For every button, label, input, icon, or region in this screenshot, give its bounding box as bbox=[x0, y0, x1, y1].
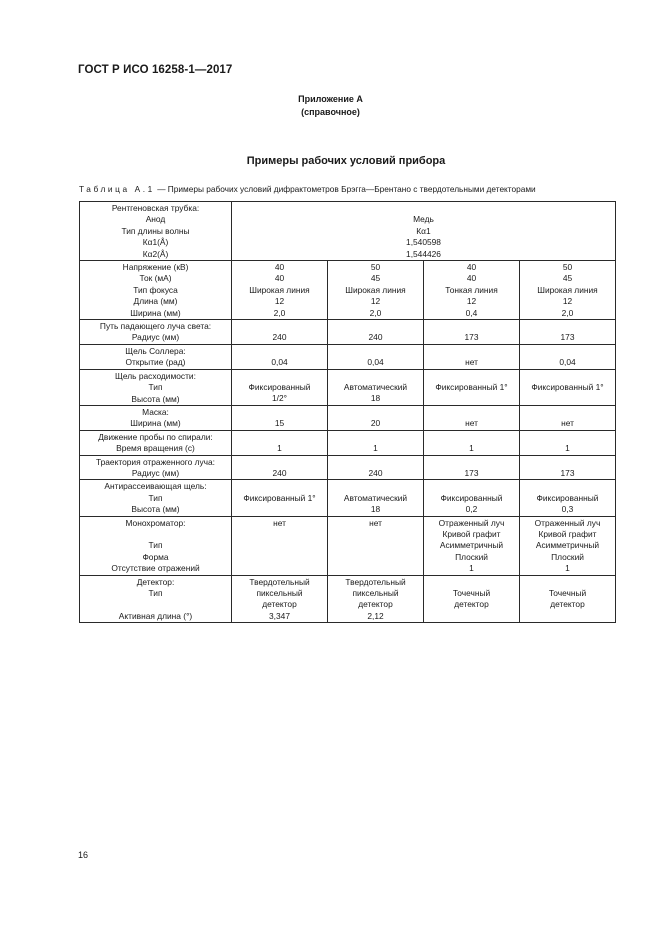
value-cell bbox=[232, 455, 328, 480]
cell-line bbox=[82, 599, 229, 610]
cell-line: 2,0 bbox=[561, 307, 574, 318]
cell-line: Твердотельный bbox=[249, 576, 310, 587]
cell-line: нет bbox=[369, 517, 382, 528]
cell-line: Тип фокуса bbox=[133, 284, 178, 295]
cell-line bbox=[234, 481, 325, 492]
cell-line: Фиксированный 1° bbox=[435, 382, 508, 393]
table-caption-prefix: Таблица А.1 bbox=[79, 184, 155, 194]
cell-line: Плоский bbox=[551, 551, 584, 562]
cell-line: 40 bbox=[274, 273, 285, 284]
cell-line bbox=[522, 481, 613, 492]
value-cell bbox=[232, 480, 328, 516]
cell-line bbox=[426, 432, 517, 443]
cell-line: Активная длина (°) bbox=[118, 610, 193, 621]
value-cell bbox=[424, 369, 520, 405]
cell-line bbox=[234, 407, 325, 418]
cell-line bbox=[426, 407, 517, 418]
cell-line: 18 bbox=[370, 504, 381, 515]
cell-line bbox=[234, 504, 325, 515]
value-cell bbox=[520, 575, 616, 623]
value-cell bbox=[328, 516, 424, 575]
row-label-cell bbox=[80, 430, 232, 455]
page-number: 16 bbox=[78, 850, 89, 860]
cell-line: Кα2(Å) bbox=[142, 248, 169, 259]
cell-line: Высота (мм) bbox=[131, 393, 180, 404]
value-cell bbox=[328, 369, 424, 405]
cell-line: Радиус (мм) bbox=[131, 467, 180, 478]
document-id: ГОСТ Р ИСО 16258-1—2017 bbox=[78, 64, 233, 76]
row-label-cell bbox=[80, 344, 232, 369]
value-cell bbox=[520, 369, 616, 405]
conditions-table bbox=[79, 201, 616, 623]
cell-line: детектор bbox=[454, 599, 489, 610]
cell-line: Асимметричный bbox=[535, 540, 600, 551]
cell-line: Фиксированный 1° bbox=[531, 382, 604, 393]
cell-line: 1 bbox=[277, 443, 282, 454]
cell-line: 0,2 bbox=[465, 504, 478, 515]
cell-line: 45 bbox=[370, 273, 381, 284]
row-label-cell bbox=[80, 405, 232, 430]
cell-line: 2,12 bbox=[367, 610, 384, 621]
cell-line: 12 bbox=[562, 296, 573, 307]
cell-line: нет bbox=[465, 357, 478, 368]
cell-line: Фиксированный bbox=[248, 382, 311, 393]
value-cell bbox=[520, 320, 616, 345]
cell-line bbox=[234, 552, 325, 563]
value-cell bbox=[520, 261, 616, 320]
table-caption bbox=[79, 184, 536, 194]
value-cell bbox=[328, 261, 424, 320]
cell-line: 0,04 bbox=[559, 357, 576, 368]
cell-line: Путь падающего луча света: bbox=[99, 321, 212, 332]
cell-line: Автоматический bbox=[343, 492, 408, 503]
row-label-cell bbox=[80, 202, 232, 261]
cell-line: Тип длины волны bbox=[121, 225, 190, 236]
row-label-cell bbox=[80, 320, 232, 345]
table-row bbox=[80, 369, 616, 405]
cell-line: Высота (мм) bbox=[131, 504, 180, 515]
cell-line: 0,3 bbox=[561, 504, 574, 515]
cell-line: детектор bbox=[262, 599, 297, 610]
cell-line: Детектор: bbox=[136, 576, 175, 587]
cell-line: Ток (мА) bbox=[139, 273, 172, 284]
cell-line bbox=[426, 457, 517, 468]
cell-line: 1 bbox=[373, 443, 378, 454]
cell-line: Медь bbox=[413, 214, 434, 225]
cell-line: 0,04 bbox=[271, 357, 288, 368]
cell-line: Движение пробы по спирали: bbox=[98, 431, 213, 442]
value-cell bbox=[232, 516, 328, 575]
cell-line: Отсутствие отражений bbox=[111, 563, 200, 574]
table-row bbox=[80, 344, 616, 369]
cell-line bbox=[522, 457, 613, 468]
cell-line: 15 bbox=[274, 418, 285, 429]
cell-line: Плоский bbox=[455, 551, 488, 562]
value-cell bbox=[424, 320, 520, 345]
cell-line: Тип bbox=[148, 492, 163, 503]
cell-line: нет bbox=[561, 418, 574, 429]
cell-line: нет bbox=[465, 418, 478, 429]
cell-line: Отраженный луч bbox=[438, 517, 505, 528]
annex-type: (справочное) bbox=[301, 107, 360, 117]
cell-line: Маска: bbox=[142, 406, 169, 417]
cell-line: 12 bbox=[370, 296, 381, 307]
cell-line bbox=[234, 203, 613, 214]
value-cell bbox=[232, 405, 328, 430]
cell-line bbox=[82, 529, 229, 540]
cell-line: Кривой графит bbox=[538, 528, 597, 539]
cell-line bbox=[426, 371, 517, 382]
cell-line bbox=[330, 563, 421, 574]
cell-line: 173 bbox=[464, 467, 479, 478]
value-cell bbox=[424, 405, 520, 430]
cell-line bbox=[522, 611, 613, 622]
cell-line: Кα1 bbox=[416, 225, 431, 236]
cell-line bbox=[330, 540, 421, 551]
value-cell bbox=[520, 480, 616, 516]
cell-line: 0,04 bbox=[367, 357, 384, 368]
table-row bbox=[80, 320, 616, 345]
row-label-cell bbox=[80, 369, 232, 405]
cell-line bbox=[234, 321, 325, 332]
cell-line: Рентгеновская трубка: bbox=[111, 203, 200, 213]
row-label-cell bbox=[80, 480, 232, 516]
cell-line: 240 bbox=[368, 467, 383, 478]
row-label-cell bbox=[80, 516, 232, 575]
cell-line: нет bbox=[273, 517, 286, 528]
cell-line: Щель расходимости: bbox=[115, 370, 196, 381]
cell-line: пиксельный bbox=[256, 588, 303, 598]
cell-line: 2,0 bbox=[273, 307, 286, 318]
cell-line: Радиус (мм) bbox=[131, 332, 180, 343]
cell-line: Отраженный луч bbox=[534, 517, 601, 528]
cell-line: Форма bbox=[142, 551, 169, 562]
value-cell bbox=[424, 261, 520, 320]
cell-line: Длина (мм) bbox=[133, 296, 178, 307]
cell-line: 3,347 bbox=[269, 610, 290, 621]
table-row bbox=[80, 575, 616, 623]
value-cell bbox=[328, 455, 424, 480]
cell-line bbox=[426, 346, 517, 357]
value-cell bbox=[328, 430, 424, 455]
row-label-cell bbox=[80, 575, 232, 623]
value-cell bbox=[328, 575, 424, 623]
cell-line: 40 bbox=[274, 262, 285, 273]
cell-line bbox=[234, 371, 325, 382]
cell-line: Широкая линия bbox=[345, 284, 406, 295]
cell-line bbox=[330, 552, 421, 563]
cell-line: 18 bbox=[370, 393, 381, 404]
cell-line bbox=[234, 540, 325, 551]
value-cell bbox=[520, 455, 616, 480]
cell-line bbox=[330, 432, 421, 443]
cell-line: 1 bbox=[469, 563, 474, 574]
cell-line: Напряжение (кВ) bbox=[122, 262, 189, 273]
cell-line bbox=[330, 346, 421, 357]
cell-line bbox=[522, 577, 613, 588]
cell-line: 50 bbox=[562, 262, 573, 273]
cell-line: Точечный bbox=[548, 587, 587, 598]
value-cell bbox=[520, 516, 616, 575]
cell-line: 40 bbox=[466, 273, 477, 284]
cell-line: Тип bbox=[148, 540, 163, 551]
cell-line bbox=[330, 371, 421, 382]
cell-line: Фиксированный bbox=[536, 492, 599, 503]
cell-line bbox=[234, 529, 325, 540]
value-cell bbox=[424, 344, 520, 369]
cell-line: Тип bbox=[148, 382, 163, 393]
value-cell bbox=[232, 344, 328, 369]
cell-line: 50 bbox=[370, 262, 381, 273]
cell-line: Щель Соллера: bbox=[125, 345, 186, 356]
value-cell bbox=[232, 430, 328, 455]
cell-line bbox=[522, 407, 613, 418]
value-cell bbox=[424, 516, 520, 575]
cell-line: 1,540598 bbox=[406, 237, 441, 248]
value-cell bbox=[232, 320, 328, 345]
cell-line: 20 bbox=[370, 418, 381, 429]
cell-line: 1/2° bbox=[272, 393, 287, 404]
merged-value-cell bbox=[232, 202, 616, 261]
cell-line: Широкая линия bbox=[249, 284, 310, 295]
cell-line: Открытие (рад) bbox=[125, 357, 186, 368]
cell-line bbox=[234, 346, 325, 357]
cell-line bbox=[522, 371, 613, 382]
annex-title: Приложение А bbox=[298, 94, 363, 104]
cell-line: 240 bbox=[272, 467, 287, 478]
value-cell bbox=[424, 455, 520, 480]
cell-line bbox=[330, 321, 421, 332]
table-row bbox=[80, 405, 616, 430]
cell-line: Ширина (мм) bbox=[130, 307, 181, 318]
cell-line: пиксельный bbox=[352, 588, 399, 598]
cell-line bbox=[426, 321, 517, 332]
cell-line: 240 bbox=[368, 332, 383, 343]
row-label-cell bbox=[80, 455, 232, 480]
cell-line: 0,4 bbox=[465, 307, 478, 318]
cell-line: Фиксированный bbox=[440, 492, 503, 503]
row-label-cell bbox=[80, 261, 232, 320]
value-cell bbox=[232, 575, 328, 623]
cell-line bbox=[522, 393, 613, 404]
cell-line: 173 bbox=[560, 332, 575, 343]
cell-line bbox=[234, 432, 325, 443]
cell-line: 1 bbox=[565, 563, 570, 574]
value-cell bbox=[520, 405, 616, 430]
cell-line bbox=[522, 432, 613, 443]
cell-line: 1 bbox=[469, 443, 474, 454]
value-cell bbox=[424, 575, 520, 623]
value-cell bbox=[328, 405, 424, 430]
cell-line bbox=[426, 481, 517, 492]
value-cell bbox=[520, 344, 616, 369]
cell-line: 1,544426 bbox=[406, 248, 441, 259]
value-cell bbox=[424, 430, 520, 455]
cell-line bbox=[234, 563, 325, 574]
cell-line bbox=[330, 407, 421, 418]
table-row bbox=[80, 202, 616, 261]
cell-line bbox=[330, 481, 421, 492]
table-row bbox=[80, 516, 616, 575]
value-cell bbox=[328, 344, 424, 369]
cell-line: 240 bbox=[272, 332, 287, 343]
cell-line: Антирассеивающая щель: bbox=[104, 481, 207, 492]
cell-line: Тонкая линия bbox=[445, 284, 498, 295]
cell-line: 45 bbox=[562, 273, 573, 284]
cell-line: Фиксированный 1° bbox=[243, 492, 316, 503]
value-cell bbox=[232, 261, 328, 320]
cell-line: Автоматический bbox=[343, 382, 408, 393]
cell-line: 12 bbox=[466, 296, 477, 307]
cell-line bbox=[522, 321, 613, 332]
value-cell bbox=[232, 369, 328, 405]
value-cell bbox=[328, 480, 424, 516]
cell-line bbox=[426, 611, 517, 622]
table-row bbox=[80, 430, 616, 455]
cell-line: Асимметричный bbox=[439, 540, 504, 551]
cell-line: 40 bbox=[466, 262, 477, 273]
cell-line bbox=[522, 346, 613, 357]
section-title: Примеры рабочих условий прибора bbox=[246, 155, 446, 167]
table-row bbox=[80, 455, 616, 480]
cell-line: детектор bbox=[550, 599, 585, 610]
table-body bbox=[80, 202, 616, 623]
cell-line: Твердотельный bbox=[345, 576, 406, 587]
cell-line: 2,0 bbox=[369, 307, 382, 318]
table-caption-text: — Примеры рабочих условий дифрактометров Брэгга—Брентано с твердотельными детекторами bbox=[154, 184, 536, 194]
cell-line: Анод bbox=[145, 214, 166, 225]
cell-line: 1 bbox=[565, 443, 570, 454]
cell-line: 173 bbox=[464, 332, 479, 343]
cell-line bbox=[426, 577, 517, 588]
cell-line bbox=[330, 457, 421, 468]
cell-line: Траектория отраженного луча: bbox=[95, 456, 216, 467]
cell-line: 173 bbox=[560, 467, 575, 478]
value-cell bbox=[328, 320, 424, 345]
cell-line bbox=[234, 457, 325, 468]
cell-line: Точечный bbox=[452, 587, 491, 598]
cell-line: Тип bbox=[148, 588, 163, 598]
cell-line: Широкая линия bbox=[537, 284, 598, 295]
table-row bbox=[80, 261, 616, 320]
cell-line: Кα1(Å) bbox=[142, 237, 169, 248]
cell-line: Ширина (мм) bbox=[130, 418, 181, 429]
cell-line: Монохроматор: bbox=[125, 517, 186, 528]
cell-line bbox=[330, 529, 421, 540]
value-cell bbox=[424, 480, 520, 516]
table-row bbox=[80, 480, 616, 516]
cell-line: Время вращения (с) bbox=[116, 443, 195, 454]
cell-line: 12 bbox=[274, 296, 285, 307]
cell-line: Кривой графит bbox=[442, 528, 501, 539]
cell-line bbox=[426, 393, 517, 404]
value-cell bbox=[520, 430, 616, 455]
cell-line: детектор bbox=[358, 599, 393, 610]
